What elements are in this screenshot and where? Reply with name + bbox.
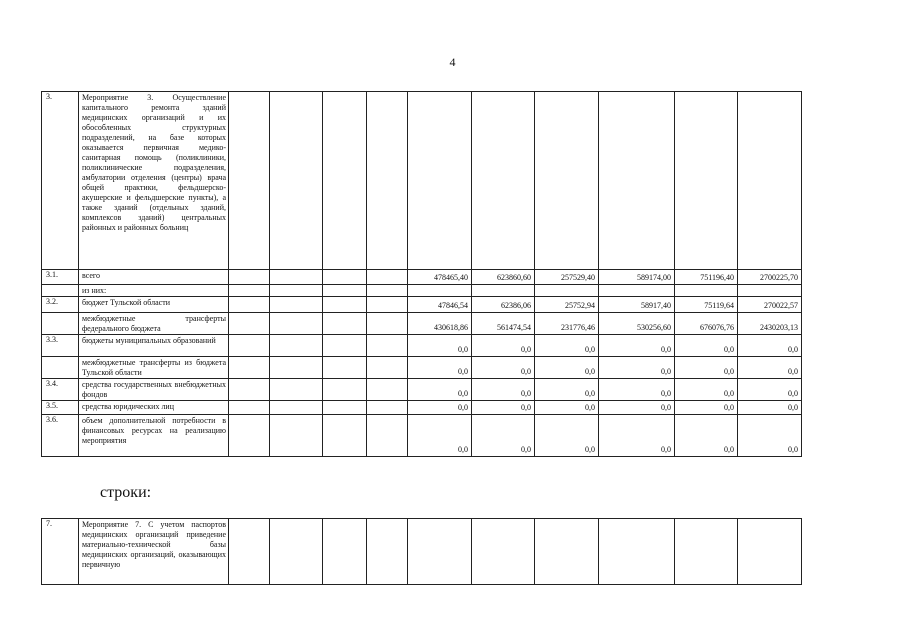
empty-cell <box>323 415 367 457</box>
row-number: 3.2. <box>42 297 79 313</box>
value-cell: 0,0 <box>408 401 472 415</box>
value-cell: 58917,40 <box>599 297 675 313</box>
row-number: 3.6. <box>42 415 79 457</box>
empty-cell <box>367 313 408 335</box>
empty-cell <box>323 335 367 357</box>
empty-cell <box>367 270 408 285</box>
value-cell: 676076,76 <box>675 313 738 335</box>
empty-cell <box>270 92 323 270</box>
row-label: Мероприятие 7. С учетом паспортов медицинских организаций приведение материально-технической базы медицинских организаций, оказывающих первичную <box>79 519 229 585</box>
value-cell <box>675 519 738 585</box>
table-row <box>42 285 802 297</box>
table-row <box>42 335 802 357</box>
empty-cell <box>367 401 408 415</box>
row-number: 3.4. <box>42 379 79 401</box>
value-cell: 0,0 <box>738 401 802 415</box>
row-number: 7. <box>42 519 79 585</box>
table-row <box>42 270 802 285</box>
value-cell: 0,0 <box>535 401 599 415</box>
empty-cell <box>270 285 323 297</box>
value-cell: 0,0 <box>535 415 599 457</box>
value-cell: 2700225,70 <box>738 270 802 285</box>
empty-cell <box>270 415 323 457</box>
empty-cell <box>229 379 270 401</box>
value-cell <box>599 285 675 297</box>
value-cell <box>472 92 535 270</box>
empty-cell <box>229 401 270 415</box>
value-cell <box>599 92 675 270</box>
value-cell: 751196,40 <box>675 270 738 285</box>
row-number: 3. <box>42 92 79 270</box>
value-cell: 0,0 <box>535 335 599 357</box>
value-cell: 62386,06 <box>472 297 535 313</box>
value-cell: 0,0 <box>738 415 802 457</box>
value-cell: 0,0 <box>599 357 675 379</box>
value-cell <box>599 519 675 585</box>
value-cell <box>738 285 802 297</box>
empty-cell <box>323 285 367 297</box>
financing-table <box>41 91 802 457</box>
table-row <box>42 313 802 335</box>
value-cell: 0,0 <box>599 335 675 357</box>
value-cell: 623860,60 <box>472 270 535 285</box>
row-number <box>42 313 79 335</box>
empty-cell <box>270 379 323 401</box>
value-cell: 257529,40 <box>535 270 599 285</box>
value-cell: 2430203,13 <box>738 313 802 335</box>
value-cell <box>408 285 472 297</box>
table-row <box>42 519 802 585</box>
row-label: бюджет Тульской области <box>79 297 229 313</box>
table-row <box>42 92 802 270</box>
value-cell: 0,0 <box>472 357 535 379</box>
next-table <box>41 518 802 585</box>
value-cell <box>472 285 535 297</box>
value-cell: 0,0 <box>472 335 535 357</box>
empty-cell <box>323 313 367 335</box>
value-cell: 0,0 <box>599 401 675 415</box>
empty-cell <box>367 297 408 313</box>
empty-cell <box>323 401 367 415</box>
empty-cell <box>323 357 367 379</box>
table-row <box>42 357 802 379</box>
value-cell: 0,0 <box>738 379 802 401</box>
table-row <box>42 415 802 457</box>
empty-cell <box>229 415 270 457</box>
row-number: 3.5. <box>42 401 79 415</box>
value-cell: 47846,54 <box>408 297 472 313</box>
value-cell: 0,0 <box>408 379 472 401</box>
page-number: 4 <box>449 55 456 69</box>
value-cell: 0,0 <box>738 335 802 357</box>
value-cell: 478465,40 <box>408 270 472 285</box>
value-cell <box>408 92 472 270</box>
row-label: средства государственных внебюджетных фондов <box>79 379 229 401</box>
empty-cell <box>270 270 323 285</box>
empty-cell <box>270 401 323 415</box>
empty-cell <box>229 92 270 270</box>
value-cell <box>738 519 802 585</box>
empty-cell <box>367 92 408 270</box>
empty-cell <box>323 92 367 270</box>
value-cell: 0,0 <box>675 379 738 401</box>
empty-cell <box>229 335 270 357</box>
value-cell: 0,0 <box>408 357 472 379</box>
empty-cell <box>229 285 270 297</box>
value-cell: 589174,00 <box>599 270 675 285</box>
empty-cell <box>270 297 323 313</box>
empty-cell <box>367 519 408 585</box>
table-row <box>42 379 802 401</box>
empty-cell <box>367 357 408 379</box>
value-cell <box>408 519 472 585</box>
row-label: бюджеты муниципальных образований <box>79 335 229 357</box>
value-cell: 270022,57 <box>738 297 802 313</box>
empty-cell <box>270 519 323 585</box>
value-cell <box>675 92 738 270</box>
row-label: из них: <box>79 285 229 297</box>
value-cell: 0,0 <box>599 379 675 401</box>
value-cell: 561474,54 <box>472 313 535 335</box>
value-cell: 0,0 <box>535 357 599 379</box>
value-cell: 0,0 <box>675 335 738 357</box>
value-cell: 0,0 <box>535 379 599 401</box>
empty-cell <box>229 297 270 313</box>
value-cell: 25752,94 <box>535 297 599 313</box>
value-cell: 0,0 <box>408 415 472 457</box>
row-number <box>42 357 79 379</box>
value-cell: 231776,46 <box>535 313 599 335</box>
empty-cell <box>229 357 270 379</box>
value-cell <box>535 285 599 297</box>
value-cell: 0,0 <box>408 335 472 357</box>
value-cell: 530256,60 <box>599 313 675 335</box>
section-heading: строки: <box>100 484 152 501</box>
value-cell: 0,0 <box>738 357 802 379</box>
empty-cell <box>323 270 367 285</box>
empty-cell <box>270 313 323 335</box>
empty-cell <box>270 357 323 379</box>
empty-cell <box>229 270 270 285</box>
value-cell: 0,0 <box>472 379 535 401</box>
row-label: всего <box>79 270 229 285</box>
table-row <box>42 401 802 415</box>
value-cell: 0,0 <box>675 401 738 415</box>
value-cell: 0,0 <box>472 401 535 415</box>
value-cell: 75119,64 <box>675 297 738 313</box>
empty-cell <box>367 379 408 401</box>
value-cell: 0,0 <box>472 415 535 457</box>
row-number: 3.3. <box>42 335 79 357</box>
empty-cell <box>270 335 323 357</box>
empty-cell <box>323 519 367 585</box>
empty-cell <box>367 415 408 457</box>
value-cell <box>738 92 802 270</box>
empty-cell <box>367 335 408 357</box>
row-number <box>42 285 79 297</box>
empty-cell <box>229 519 270 585</box>
row-number: 3.1. <box>42 270 79 285</box>
value-cell <box>675 285 738 297</box>
empty-cell <box>367 285 408 297</box>
value-cell <box>535 519 599 585</box>
value-cell: 0,0 <box>599 415 675 457</box>
value-cell <box>472 519 535 585</box>
row-label: межбюджетные трансферты федерального бюджета <box>79 313 229 335</box>
row-label: Мероприятие 3. Осуществление капитального ремонта зданий медицинских организаций и их обособленных структурных подразделений, на базе которых оказывается первичная медико-санитарная помощь (поликлиники, поликлинические подразделения, амбулатории отделения (центры) врача общей практики, фельдшерско-акушерские и фельдшерские пункты), а также зданий (отдельных зданий, комплексов зданий) центральных районных и районных больниц <box>79 92 229 270</box>
row-label: объем дополнительной потребности в финансовых ресурсах на реализацию мероприятия <box>79 415 229 457</box>
row-label: межбюджетные трансферты из бюджета Тульской области <box>79 357 229 379</box>
value-cell: 0,0 <box>675 415 738 457</box>
value-cell: 0,0 <box>675 357 738 379</box>
empty-cell <box>323 297 367 313</box>
value-cell <box>535 92 599 270</box>
row-label: средства юридических лиц <box>79 401 229 415</box>
value-cell: 430618,86 <box>408 313 472 335</box>
table-row <box>42 297 802 313</box>
empty-cell <box>323 379 367 401</box>
empty-cell <box>229 313 270 335</box>
